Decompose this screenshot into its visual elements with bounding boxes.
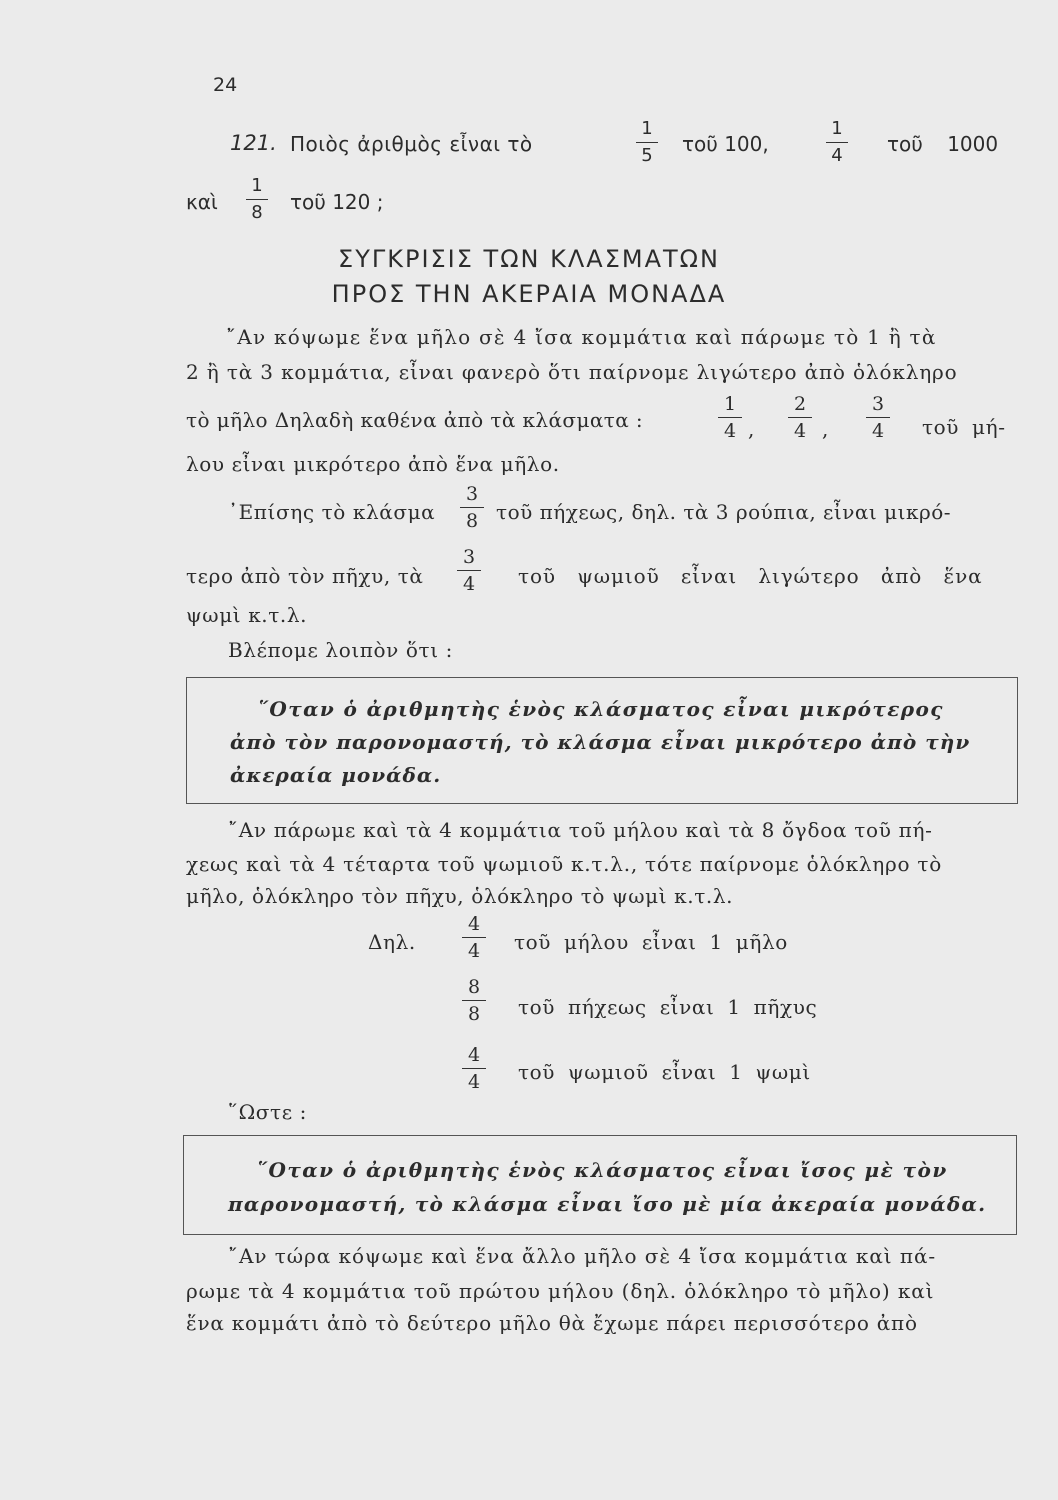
para2-line4: Βλέπομε λοιπὸν ὅτι :: [228, 638, 453, 662]
para2-line2a: τερο ἀπὸ τὸν πῆχυ, τὰ: [186, 564, 424, 588]
section-heading-line1: ΣΥΓΚΡΙΣΙΣ ΤΩΝ ΚΛΑΣΜΑΤΩΝ: [338, 245, 720, 273]
fraction-para1-a: 1 4: [718, 392, 742, 443]
para2-line2b: τοῦ ψωμιοῦ εἶναι λιγώτερο ἀπὸ ἕνα: [518, 564, 983, 588]
exercise-t3: τοῦ 120 ;: [290, 190, 384, 214]
examples-lead: Δηλ.: [368, 930, 416, 954]
example-3-text: τοῦ ψωμιοῦ εἶναι 1 ψωμὶ: [518, 1060, 811, 1084]
exercise-t2: τοῦ 1000: [887, 132, 999, 156]
para1-line4: λου εἶναι μικρότερο ἀπὸ ἕνα μῆλο.: [186, 452, 560, 476]
fraction-1-8: 1 8: [246, 174, 268, 225]
fraction-3-4: 3 4: [457, 545, 481, 596]
page-number: 24: [213, 74, 238, 96]
para2-line1a: ᾿Επίσης τὸ κλάσμα: [228, 500, 436, 524]
rule2-line2: παρονομαστή, τὸ κλάσμα εἶναι ἴσο μὲ μία ἀκεραία μονάδα.: [228, 1192, 987, 1216]
example-1-text: τοῦ μήλου εἶναι 1 μῆλο: [514, 930, 788, 954]
rule1-line2: ἀπὸ τὸν παρονομαστή, τὸ κλάσμα εἶναι μικρότερο ἀπὸ τὴν: [230, 730, 971, 754]
fraction-para1-c: 3 4: [866, 392, 890, 443]
para4-line3: ἕνα κομμάτι ἀπὸ τὸ δεύτερο μῆλο θὰ ἔχωμε πάρει περισσότερο ἀπὸ: [186, 1311, 918, 1335]
therefore-label: ῞Ωστε :: [228, 1100, 307, 1124]
para1-line3b: τοῦ μή-: [922, 415, 1006, 439]
fraction-3-8: 3 8: [460, 482, 484, 533]
exercise-number: 121.: [230, 131, 277, 155]
exercise-t1: τοῦ 100,: [682, 132, 769, 156]
para3-line3: μῆλο, ὁλόκληρο τὸν πῆχυ, ὁλόκληρο τὸ ψωμὶ κ.τ.λ.: [186, 884, 734, 908]
para3-line1: ῎Αν πάρωμε καὶ τὰ 4 κομμάτια τοῦ μήλου καὶ τὰ 8 ὄγδοα τοῦ πή-: [228, 818, 933, 842]
para1-line1: ῎Αν κόψωμε ἕνα μῆλο σὲ 4 ἴσα κομμάτια καὶ πάρωμε τὸ 1 ἢ τὰ: [226, 325, 937, 349]
fraction-1-5: 1 5: [636, 117, 658, 168]
para4-line2: ρωμε τὰ 4 κομμάτια τοῦ πρώτου μήλου (δηλ. ὁλόκληρο τὸ μῆλο) καὶ: [186, 1279, 935, 1303]
section-heading-line2: ΠΡΟΣ ΤΗΝ ΑΚΕΡΑΙΑ ΜΟΝΑΔΑ: [331, 280, 727, 308]
para2-line1b: τοῦ πήχεως, δηλ. τὰ 3 ρούπια, εἶναι μικρό-: [496, 500, 952, 524]
para3-line2: χεως καὶ τὰ 4 τέταρτα τοῦ ψωμιοῦ κ.τ.λ., τότε παίρνομε ὁλόκληρο τὸ: [186, 852, 943, 876]
para2-line3: ψωμὶ κ.τ.λ.: [186, 603, 308, 627]
para1-line2: 2 ἢ τὰ 3 κομμάτια, εἶναι φανερὸ ὅτι παίρνομε λιγώτερο ἀπὸ ὁλόκληρο: [186, 360, 958, 384]
rule1-line3: ἀκεραία μονάδα.: [230, 763, 442, 787]
rule2-line1: ῞Οταν ὁ ἀριθμητὴς ἑνὸς κλάσματος εἶναι ἴσος μὲ τὸν: [257, 1158, 948, 1182]
fraction-4-4-a: 4 4: [462, 912, 486, 963]
rule1-line1: ῞Οταν ὁ ἀριθμητὴς ἑνὸς κλάσματος εἶναι μικρότερος: [258, 697, 944, 721]
example-2-text: τοῦ πήχεως εἶναι 1 πῆχυς: [518, 995, 818, 1019]
para4-line1: ῎Αν τώρα κόψωμε καὶ ἕνα ἄλλο μῆλο σὲ 4 ἴσα κομμάτια καὶ πά-: [228, 1244, 937, 1268]
fraction-8-8: 8 8: [462, 975, 486, 1026]
fraction-4-4-b: 4 4: [462, 1043, 486, 1094]
fraction-para1-b: 2 4: [788, 392, 812, 443]
rule-box-2: [183, 1135, 1017, 1235]
exercise-text: Ποιὸς ἀριθμὸς εἶναι τὸ: [290, 132, 533, 156]
para1-line3a: τὸ μῆλο Δηλαδὴ καθένα ἀπὸ τὰ κλάσματα :: [186, 408, 644, 432]
exercise-line2-start: καὶ: [186, 190, 218, 214]
book-page: 24 121. Ποιὸς ἀριθμὸς εἶναι τὸ 1 5 τοῦ 100, 1 4 τοῦ 1000 καὶ 1 8 τοῦ 120 ; ΣΥΓΚΡΙΣΙΣ ΤΩΝ ΚΛΑΣΜΑΤΩΝ ΠΡΟΣ ΤΗΝ ΑΚΕΡΑΙΑ ΜΟΝΑΔΑ ῎Αν κόψωμε ἕνα μῆλο σὲ 4 ἴσα κομμάτια καὶ πάρωμε τὸ 1 ἢ τὰ 2 ἢ τὰ 3 κομμάτια, εἶναι φανερὸ ὅτι παίρνομε λιγώτερο ἀπὸ ὁλόκληρο τὸ μῆλο Δηλαδὴ καθένα ἀπὸ τὰ κλάσματα : 1 4 , 2 4 , 3 4 τοῦ μή- λου εἶναι μικρότερο ἀπὸ ἕνα μῆλο. ᾿Επίσης τὸ κλάσμα 3 8 τοῦ πήχεως, δηλ. τὰ 3 ρούπια, εἶναι μικρό- τερο ἀπὸ τὸν πῆχυ, τὰ 3 4 τοῦ ψωμιοῦ εἶναι λιγώτερο ἀπὸ ἕνα ψωμὶ κ.τ.λ. Βλέπομε λοιπὸν ὅτι : ῞Οταν ὁ ἀριθμητὴς ἑνὸς κλάσματος εἶναι μικρότερος ἀπὸ τὸν παρονομαστή, τὸ κλάσμα εἶναι μικρότερο ἀπὸ τὴν ἀκεραία μονάδα. ῎Αν πάρωμε καὶ τὰ 4 κομμάτια τοῦ μήλου καὶ τὰ 8 ὄγδοα τοῦ πή- χεως καὶ τὰ 4 τέταρτα τοῦ ψωμιοῦ κ.τ.λ., τότε παίρνομε ὁλόκληρο τὸ μῆλο, ὁλόκληρο τὸν πῆχυ, ὁλόκληρο τὸ ψωμὶ κ.τ.λ. Δηλ. 4 4 τοῦ μήλου εἶναι 1 μῆλο 8 8 τοῦ πήχεως εἶναι 1 πῆχυς 4 4 τοῦ ψωμιοῦ εἶναι 1 ψωμὶ ῞Ωστε : ῞Οταν ὁ ἀριθμητὴς ἑνὸς κλάσματος εἶναι ἴσος μὲ τὸν παρονομαστή, τὸ κλάσμα εἶναι ἴσο μὲ μία ἀκεραία μονάδα. ῎Αν τώρα κόψωμε καὶ ἕνα ἄλλο μῆλο σὲ 4 ἴσα κομμάτια καὶ πά- ρωμε τὰ 4 κομμάτια τοῦ πρώτου μήλου (δηλ. ὁλόκληρο τὸ μῆλο) καὶ ἕνα κομμάτι ἀπὸ τὸ δεύτερο μῆλο θὰ ἔχωμε πάρει περισσότερο ἀπὸ: [0, 0, 1058, 1500]
fraction-1-4: 1 4: [826, 117, 848, 168]
